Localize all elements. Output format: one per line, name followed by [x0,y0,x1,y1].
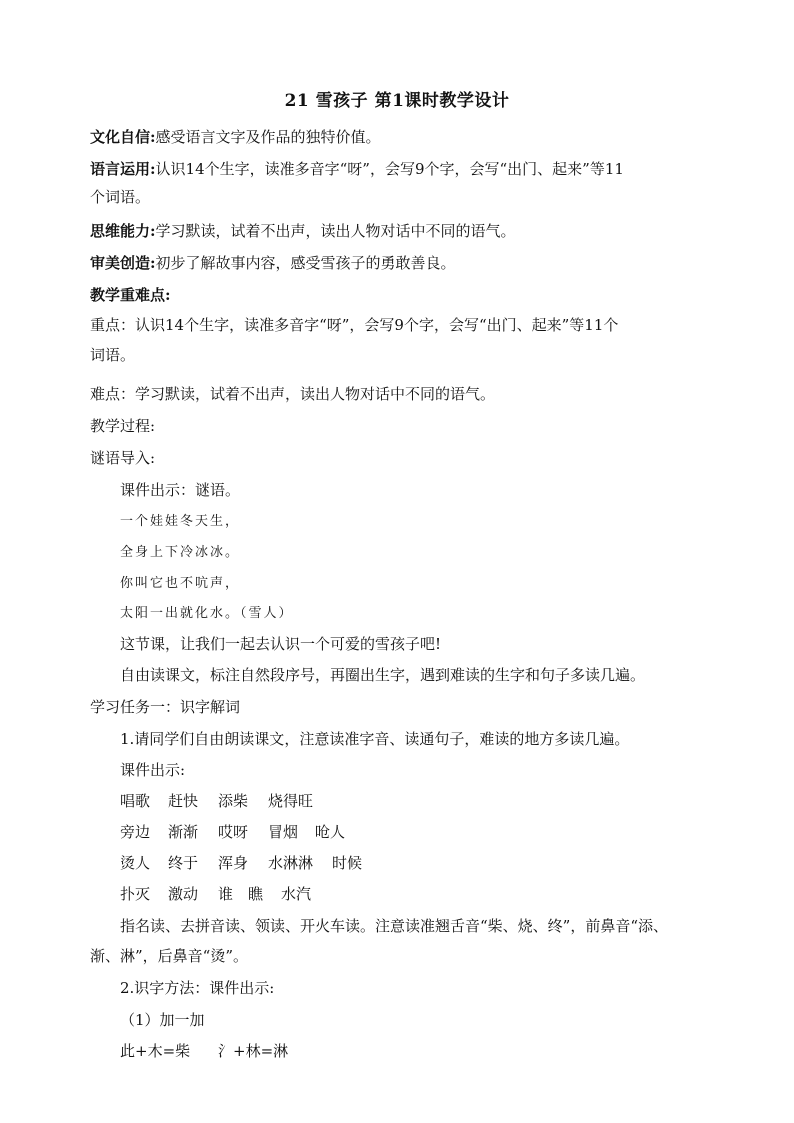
task1-step1: 1.请同学们自由朗读课文，注意读准字音、读通句子，难读的地方多读几遍。 [120,730,630,748]
riddle-line: 全身上下冷冰冰。 [120,545,241,560]
goal-aesthetic [90,253,456,273]
word: 瞧 [248,885,264,903]
word: 唱歌 [120,792,151,810]
word: 水淋淋 [268,854,314,872]
free-read: 自由读课文，标注自然段序号，再圈出生字，遇到难读的生字和句子多读几遍。 [120,666,646,684]
goal-thinking [90,221,516,241]
word: 终于 [168,854,199,872]
goal-label: 思维能力: [90,222,156,240]
goal-language-cont: 个词语。 [90,188,151,206]
key-point: 重点：认识14个生字，读准多音字“呀”，会写9个字，会写“出门、起来”等11个 [90,316,619,334]
word: 赶快 [168,792,199,810]
task1-heading: 学习任务一：识字解词 [90,698,241,716]
word: 谁 [218,885,234,903]
word-row [120,791,313,811]
task1-step2: 2.识字方法：课件出示: [120,979,275,997]
hard-point: 难点：学习默读，试着不出声，读出人物对话中不同的语气。 [90,385,496,403]
word-row [120,884,311,904]
method1: （1）加一加 [120,1011,205,1029]
word: 烫人 [120,854,151,872]
word: 时候 [332,854,363,872]
word: 扑灭 [120,885,151,903]
riddle-line: 一个娃娃冬天生， [120,514,241,529]
reading-note-cont: 渐、淋”，后鼻音“烫”。 [90,947,249,965]
goal-label: 文化自信: [90,128,156,146]
goal-culture [90,127,381,147]
goal-label: 语言运用: [90,160,156,178]
word: 添柴 [218,792,249,810]
method1-examples [120,1041,288,1061]
riddle-line: 太阳一出就化水。（雪人） [120,606,294,621]
word: 呛人 [315,823,346,841]
word: 渐渐 [168,823,199,841]
word: 烧得旺 [268,792,314,810]
process-heading: 教学过程: [90,417,156,435]
word-row [120,853,362,873]
reading-note: 指名读、去拼音读、领读、开火车读。注意读准翘舌音“柴、烧、终”，前鼻音“添、 [120,917,669,935]
goal-language [90,159,624,179]
riddle-line: 你叫它也不吭声， [120,576,241,591]
page-title: 21 雪孩子 第1课时教学设计 [284,91,510,111]
difficulty-heading: 教学重难点: [90,286,171,304]
courseware-riddle: 课件出示：谜语。 [120,481,241,499]
key-point-cont: 词语。 [90,346,136,364]
word-row [120,822,345,842]
goal-text: 学习默读，试着不出声，读出人物对话中不同的语气。 [155,222,516,240]
word: 旁边 [120,823,151,841]
intro-heading: 谜语导入: [90,449,156,467]
word: 水汽 [281,885,312,903]
lesson-line: 这节课，让我们一起去认识一个可爱的雪孩子吧! [120,635,442,653]
word: 冒烟 [268,823,299,841]
goal-label: 审美创造: [90,254,156,272]
example: 氵+林=淋 [218,1042,289,1060]
goal-text: 认识14个生字，读准多音字“呀”，会写9个字，会写“出门、起来”等11 [155,160,624,178]
word: 哎呀 [218,823,249,841]
goal-text: 感受语言文字及作品的独特价值。 [155,128,381,146]
courseware-show: 课件出示: [120,761,186,779]
example: 此+木=柴 [120,1042,191,1060]
word: 激动 [168,885,199,903]
goal-text: 初步了解故事内容，感受雪孩子的勇敢善良。 [155,254,456,272]
word: 浑身 [218,854,249,872]
